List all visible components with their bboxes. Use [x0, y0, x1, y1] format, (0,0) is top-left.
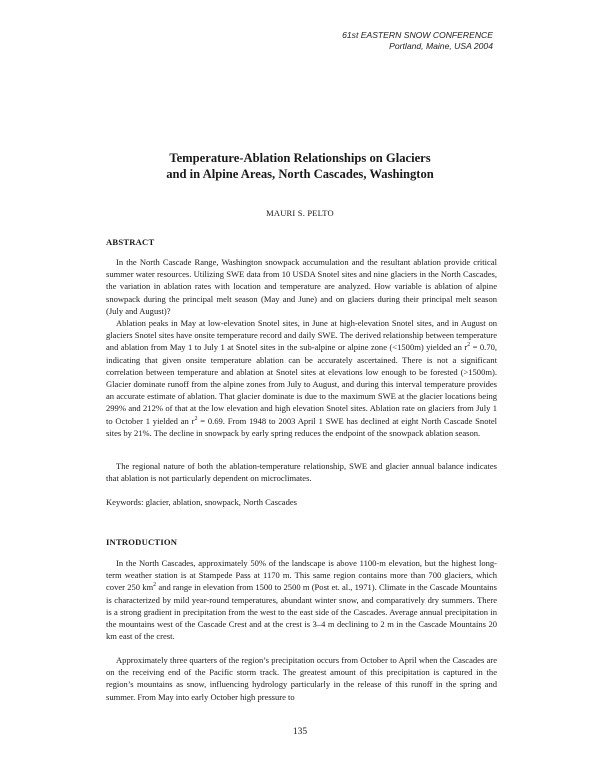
abstract-paragraph-2 [106, 317, 497, 439]
km-squared-superscript: 2 [153, 582, 157, 589]
keywords-line: Keywords: glacier, ablation, snowpack, North Cascades [106, 497, 297, 507]
abstract-paragraph-2-text-b: = 0.70, indicating that given onsite temperature ablation can be accurately ascertained. There is not a significant correlation between temperature and ablation at Snotel sites at elevations low enough to be forested (>1500m). Glacier dominate runoff from the alpine zones from July to August, and during this interval temperature provides an accurate estimate of ablation. That glacier dominate is due to the maximum SWE at the glacier locations being 299% and 212% of that at the low elevation and high elevation Snotel sites. Ablation rate on glaciers from July 1 to October 1 yielded an r [106, 342, 498, 426]
r-squared-superscript-1: 2 [467, 342, 471, 349]
conference-header [342, 30, 493, 52]
abstract-heading: ABSTRACT [106, 237, 155, 247]
paper-title [100, 150, 500, 182]
paper-title-line-2: and in Alpine Areas, North Cascades, Washington [166, 167, 434, 181]
introduction-heading: INTRODUCTION [106, 537, 178, 547]
introduction-paragraph-1 [106, 557, 497, 642]
introduction-paragraph-2: Approximately three quarters of the region’s precipitation occurs from October to April when the Cascades are on the receiving end of the Pacific storm track. The greatest amount of this precipitation is captured in the region’s mountains as snow, influencing hydrology particularly in the release of this runoff in the spring and summer. From May into early October high pressure to [106, 655, 497, 702]
abstract-paragraph-2-text-c: = 0.69. From 1948 to 2003 April 1 SWE has declined at eight North Cascade Snotel sites by 21%. The decline in snowpack by early spring reduces the endpoint of the snowpack ablation season. [106, 415, 498, 438]
conference-name: 61st EASTERN SNOW CONFERENCE [342, 30, 493, 40]
paper-title-line-1: Temperature-Ablation Relationships on Glaciers [169, 151, 431, 165]
paper-author: MAURI S. PELTO [266, 208, 334, 218]
abstract-paragraph-2-text-a: Ablation peaks in May at low-elevation Snotel sites, in June at high-elevation Snotel sites, and in August on glaciers Snotel sites have onsite temperature record and daily SWE. The derived relationship between temperature and ablation from May 1 to July 1 at Snotel sites in the sub-alpine or alpine zone (<1500m) yielded an r [106, 318, 497, 353]
r-squared-superscript-2: 2 [194, 415, 198, 422]
introduction-paragraph-1-text-b: and range in elevation from 1500 to 2500 m (Post et. al., 1971). Climate in the Cascade Mountains is characterized by mild year-round temperatures, abundant winter snow, and comparatively dry summers. There is a strong gradient in precipitation from the west to the east side of the Cascades. Average annual precipitation in the mountains west of the Cascade Crest and at the crest is 3–4 m declining to 2 m in the Cascade Mountains 20 km east of the crest. [106, 582, 497, 642]
introduction-paragraph-1-text-a: In the North Cascades, approximately 50% of the landscape is above 1100-m elevation, but the highest long-term weather station is at Stampede Pass at 1170 m. This same region contains more than 700 glaciers, which cover 250 km [106, 558, 497, 593]
page-number: 135 [292, 727, 308, 737]
conference-location: Portland, Maine, USA 2004 [389, 41, 493, 51]
abstract-paragraph-3: The regional nature of both the ablation-temperature relationship, SWE and glacier annual balance indicates that ablation is not particularly dependent on microclimates. [106, 461, 497, 484]
abstract-paragraph-1: In the North Cascade Range, Washington snowpack accumulation and the resultant ablation provide critical summer water resources. Utilizing SWE data from 10 USDA Snotel sites and nine glaciers in the North Cascades, the variation in ablation rates with location and temperature are analyzed. How variable is ablation of alpine snowpack during the principal melt season (May and June) and on glaciers during their principal melt season (July and August)? [106, 257, 497, 316]
